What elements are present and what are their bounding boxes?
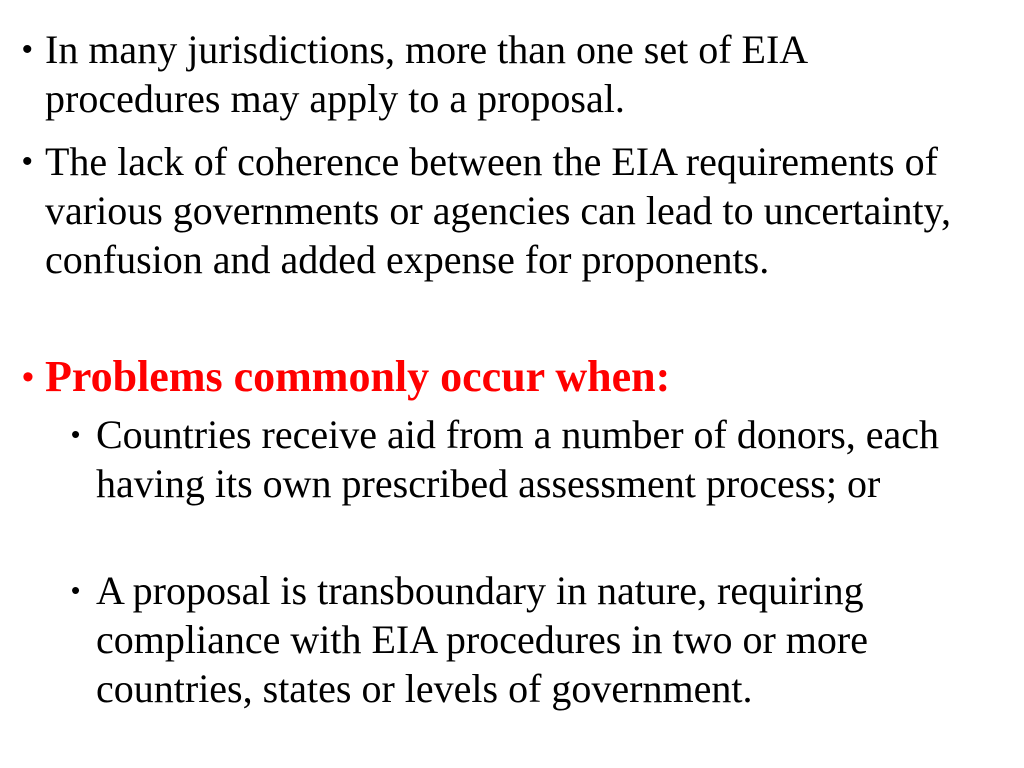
bullet-item-multiple-procedures xyxy=(22,25,982,123)
bullet-item-problems-heading xyxy=(22,351,982,403)
sub-bullet-item-transboundary xyxy=(71,566,1001,713)
bullet-icon: • xyxy=(22,145,33,178)
sub-bullet-icon: • xyxy=(71,419,81,449)
heading-text: Problems commonly occur when: xyxy=(45,352,671,401)
bullet-icon: • xyxy=(22,358,34,396)
sub-bullet-text: Countries receive aid from a number of donors, each having its own prescribed assessment process; or xyxy=(96,412,940,506)
bullet-text: The lack of coherence between the EIA requirements of various governments or agencies can lead to uncertainty, confusion and added expense for proponents. xyxy=(45,139,951,282)
sub-bullet-item-donors xyxy=(71,410,1001,508)
bullet-text: In many jurisdictions, more than one set of EIA procedures may apply to a proposal. xyxy=(45,27,806,121)
bullet-item-lack-of-coherence xyxy=(22,137,982,284)
sub-bullet-icon: • xyxy=(71,575,81,605)
sub-bullet-text: A proposal is transboundary in nature, requiring compliance with EIA procedures in two or more countries, states or levels of government. xyxy=(96,568,868,711)
bullet-icon: • xyxy=(22,33,33,66)
